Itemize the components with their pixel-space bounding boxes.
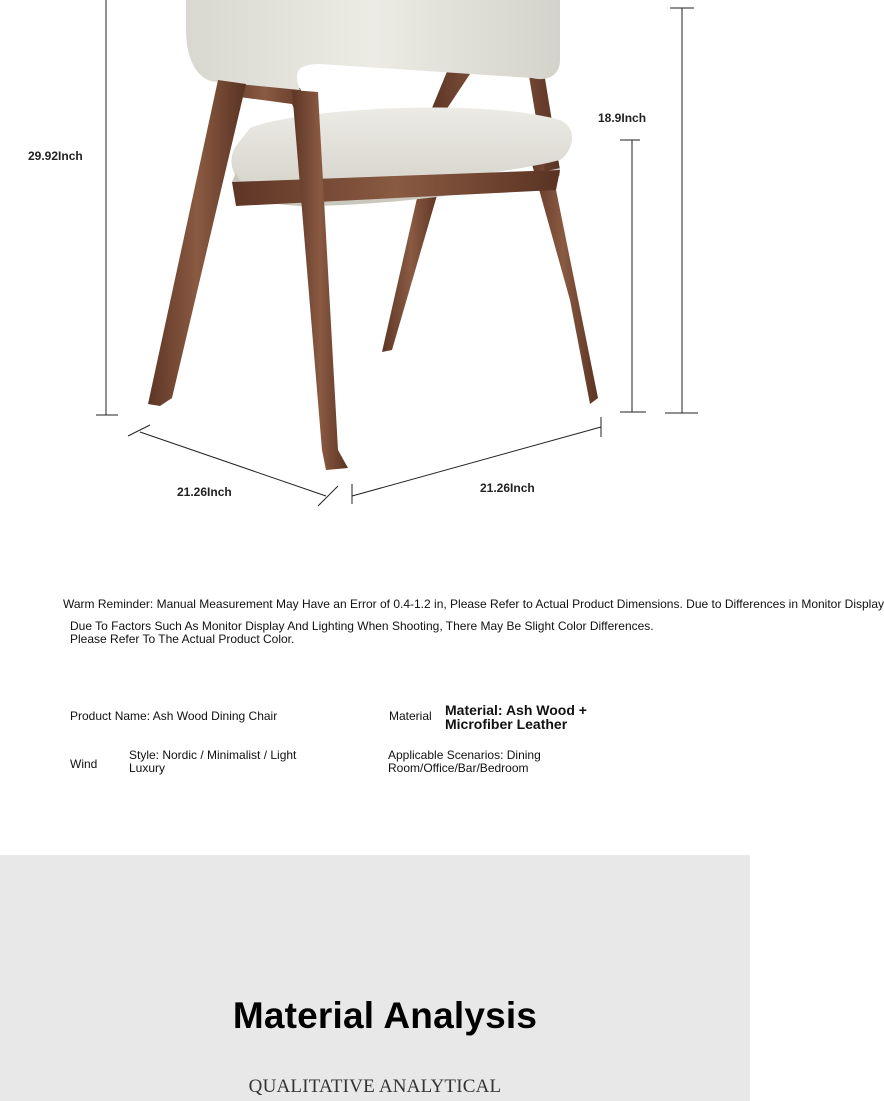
section-subtitle: QUALITATIVE ANALYTICAL	[248, 1076, 502, 1097]
material-value	[445, 703, 587, 731]
chair-backrest	[186, 0, 560, 90]
style-line-1: Style: Nordic / Minimalist / Light	[129, 748, 297, 762]
material-label: Material	[389, 709, 432, 723]
chair-dimension-diagram	[0, 0, 750, 540]
width-dimension-line-right	[352, 417, 601, 504]
overall-height-dimension-line	[665, 8, 698, 413]
material-value-line-1: Material: Ash Wood +	[445, 702, 587, 718]
style-value	[129, 749, 296, 775]
width-left-label: 21.26Inch	[177, 485, 232, 499]
chair-seat	[231, 108, 572, 206]
height-label: 29.92Inch	[28, 149, 83, 163]
seat-height-label: 18.9Inch	[598, 111, 647, 125]
width-right-label: 21.26Inch	[480, 481, 535, 495]
color-note-line-1: Due To Factors Such As Monitor Display And Lighting When Shooting, There May Be Slight Color Differences.	[70, 619, 654, 633]
color-difference-note	[70, 620, 710, 646]
scenarios-line-2: Room/Office/Bar/Bedroom	[388, 761, 529, 775]
style-line-2: Luxury	[129, 761, 166, 775]
width-dimension-line-left	[128, 425, 338, 506]
section-title: Material Analysis	[232, 995, 538, 1036]
seat-height-dimension-line	[620, 140, 646, 412]
product-name: Product Name: Ash Wood Dining Chair	[70, 709, 278, 723]
wind-label: Wind	[70, 757, 98, 771]
material-analysis-section	[0, 855, 750, 1101]
material-value-line-2: Microfiber Leather	[445, 716, 568, 732]
chair-back-leg-left	[382, 185, 440, 352]
measurement-reminder: Warm Reminder: Manual Measurement May Have an Error of 0.4-1.2 in, Please Refer to Actual Product Dimensions. Due to Differences in Monitor Display	[63, 597, 884, 611]
height-dimension-line	[96, 0, 118, 415]
scenarios-value	[388, 749, 541, 775]
color-note-line-2: Please Refer To The Actual Product Color.	[70, 632, 295, 646]
chair-front-leg-left	[148, 80, 246, 406]
scenarios-line-1: Applicable Scenarios: Dining	[388, 748, 541, 762]
